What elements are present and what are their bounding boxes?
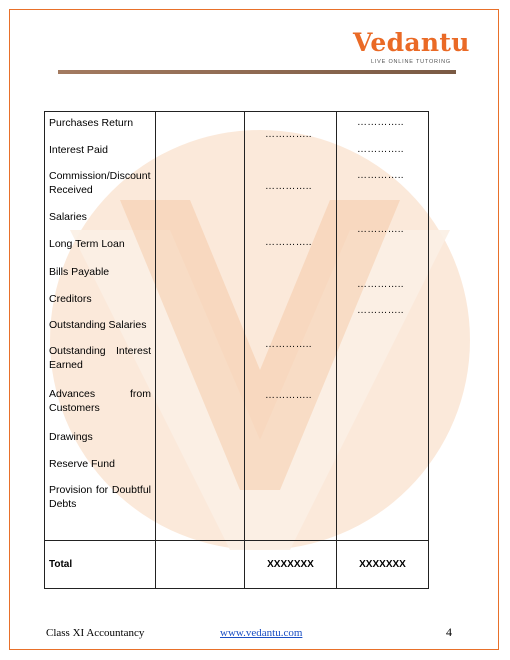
- list-item: Outstanding Interest Earned: [49, 345, 151, 371]
- list-item: Advances from Customers: [49, 388, 151, 414]
- particulars-column: [45, 112, 156, 541]
- total-value: XXXXXXX: [359, 558, 406, 570]
- list-item: Long Term Loan: [49, 238, 125, 250]
- footer-course: Class XI Accountancy: [46, 627, 145, 639]
- logo-tagline: LIVE ONLINE TUTORING: [371, 59, 451, 65]
- ledger-table: [44, 111, 429, 589]
- placeholder-dots: …………..: [357, 144, 404, 155]
- vedantu-logo: [353, 30, 483, 65]
- total-row: [45, 541, 429, 589]
- total-cell-b: [337, 541, 429, 589]
- list-item: Salaries: [49, 211, 87, 223]
- placeholder-dots: …………..: [265, 129, 312, 140]
- list-item: Drawings: [49, 431, 93, 443]
- list-item: Reserve Fund: [49, 458, 115, 470]
- placeholder-dots: …………..: [265, 237, 312, 248]
- page-number: 4: [446, 625, 452, 639]
- header-rule: [58, 70, 456, 74]
- placeholder-dots: …………..: [357, 170, 404, 181]
- total-blank-cell: [156, 541, 245, 589]
- logo-wordmark: Vedantu: [353, 28, 470, 57]
- table-row: [45, 112, 429, 541]
- placeholder-dots: …………..: [265, 339, 312, 350]
- total-label: Total: [49, 558, 73, 570]
- amount-column-b: [337, 112, 429, 541]
- amount-column-a: [245, 112, 337, 541]
- total-label-cell: [45, 541, 156, 589]
- total-cell-a: [245, 541, 337, 589]
- list-item: Provision for Doubtful Debts: [49, 484, 151, 510]
- footer-website-link[interactable]: www.vedantu.com: [220, 627, 303, 639]
- placeholder-dots: …………..: [357, 279, 404, 290]
- blank-column: [156, 112, 245, 541]
- list-item: Interest Paid: [49, 144, 108, 156]
- list-item: Commission/Discount Received: [49, 170, 151, 196]
- total-value: XXXXXXX: [267, 558, 314, 570]
- placeholder-dots: …………..: [357, 305, 404, 316]
- list-item: Purchases Return: [49, 117, 134, 129]
- list-item: Creditors: [49, 293, 92, 305]
- placeholder-dots: …………..: [265, 390, 312, 401]
- list-item: Bills Payable: [49, 266, 110, 278]
- list-item: Outstanding Salaries: [49, 319, 147, 331]
- placeholder-dots: …………..: [357, 224, 404, 235]
- placeholder-dots: …………..: [265, 181, 312, 192]
- placeholder-dots: …………..: [357, 117, 404, 128]
